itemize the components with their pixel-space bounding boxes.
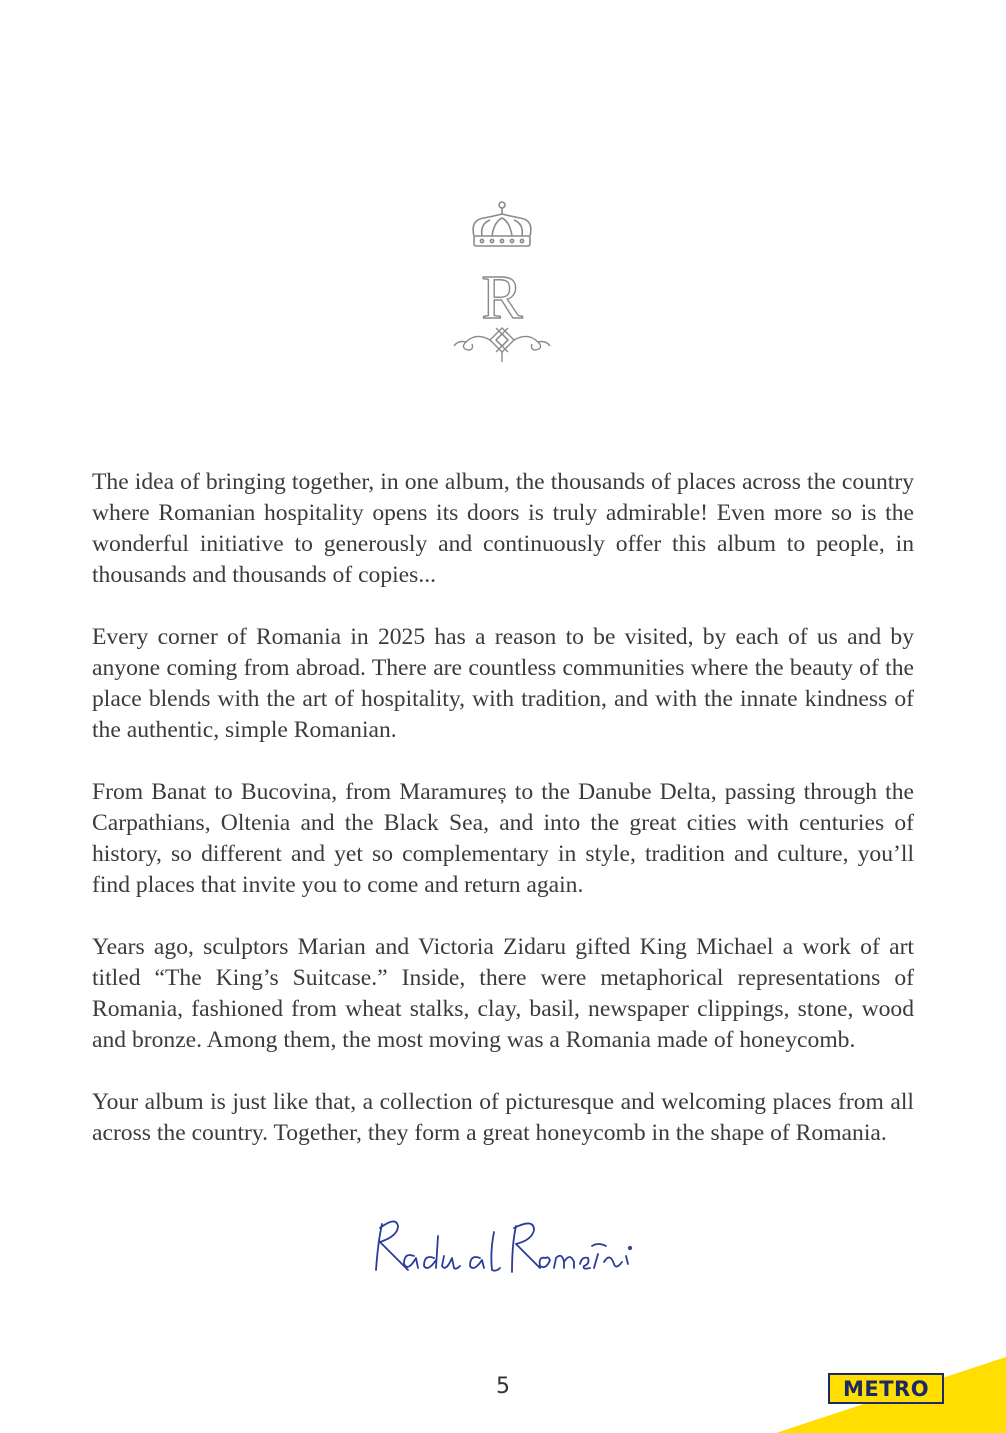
metro-logo-text: METRO: [842, 1376, 930, 1401]
paragraph: The idea of bringing together, in one album, the thousands of places across the country where Romanian hospitality opens its doors is truly admirable! Even more so is the wonderful initiative to generously and continuously offer this album to people, in thousands and thousands of copies...: [92, 469, 914, 588]
paragraph: From Banat to Bucovina, from Maramureș to the Danube Delta, passing through the Carpathians, Oltenia and the Black Sea, and into the great cities with centuries of history, so different and yet so complementary in style, tradition and culture, you’ll find places that invite you to come and return again.: [92, 779, 914, 898]
monogram-letter: R: [481, 264, 523, 332]
paragraph: Years ago, sculptors Marian and Victoria Zidaru gifted King Michael a work of art titled “The King’s Suitcase.” Inside, there were metaphorical representations of Romania, fashioned from wheat stalks, clay, basil, newspaper clippings, stone, wood and bronze. Among them, the most moving was a Romania made of honeycomb.: [92, 934, 914, 1053]
handwritten-signature: [368, 1212, 638, 1282]
crown-icon: [473, 202, 531, 246]
page-number: 5: [496, 1374, 510, 1399]
metro-logo: [828, 1373, 944, 1404]
royal-monogram: [450, 196, 554, 376]
ornament-icon: [454, 328, 550, 362]
paragraph: Every corner of Romania in 2025 has a reason to be visited, by each of us and by anyone coming from abroad. There are countless communities where the beauty of the place blends with the art of hospitality, with tradition, and with the innate kindness of the authentic, simple Romanian.: [92, 624, 914, 743]
letter-body: [92, 467, 914, 1180]
paragraph: Your album is just like that, a collection of picturesque and welcoming places from all across the country. Together, they form a great honeycomb in the shape of Romania.: [92, 1089, 914, 1146]
